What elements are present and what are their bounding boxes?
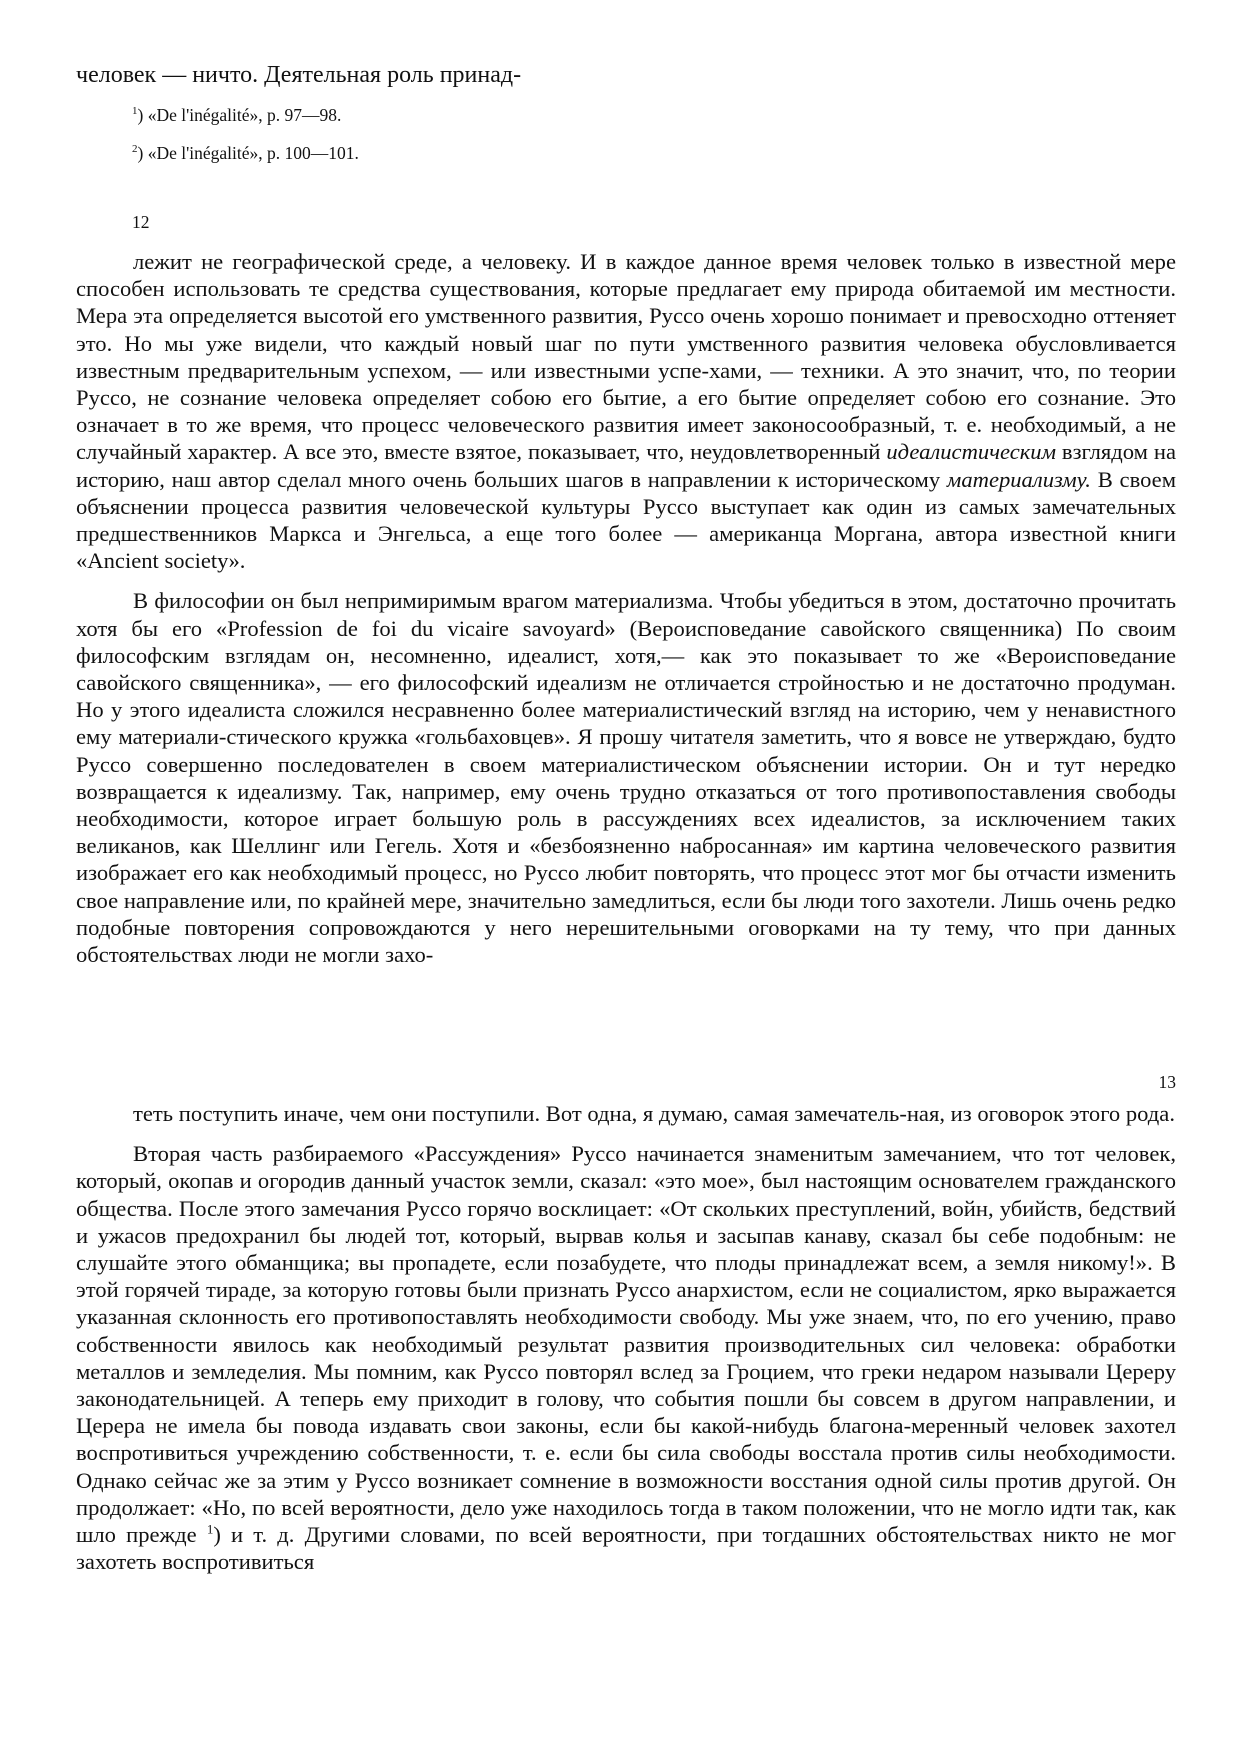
page-number-12: 12 <box>132 212 150 232</box>
footnote-2 <box>132 141 359 165</box>
footnote-marker: 2 <box>132 143 138 156</box>
paragraph: В философии он был непримиримым врагом материализма. Чтобы убедиться в этом, достаточно прочитать хотя бы его «Profession de foi du vicaire savoyard» (Вероисповедание савойского священника) По своим философским взглядам он, несомненно, идеалист, хотя,— как это показывает то же «Вероисповедание савойского священника», — его философский идеализм не отличается стройностью и не достаточно продуман. Но у этого идеалиста сложился несравненно более материалистический взгляд на историю, чем у ненавистного ему материали-стического кружка «гольбаховцев». Я прошу читателя заметить, что я вовсе не утверждаю, будто Руссо совершенно последователен в своем материалистическом объяснении истории. Он и тут нередко возвращается к идеализму. Так, например, ему очень трудно отказаться от того противопоставления свободы необходимости, которое играет большую роль в рассуждениях всех идеалистов, за исключением таких великанов, как Шеллинг или Гегель. Хотя и «безбоязненно набросанная» им картина человеческого развития изображает его как необходимый процесс, но Руссо любит повторять, что процесс этот мог бы отчасти изменить свое направление или, по крайней мере, значительно замедлиться, если бы люди того захотели. Лишь очень редко подобные повторения сопровождаются у него нерешительными оговорками на ту тему, что при данных обстоятельствах люди не могли захо- <box>76 588 1176 968</box>
paragraph <box>76 1140 1176 1575</box>
emphasis-text: материализму. <box>946 466 1091 492</box>
paragraph: теть поступить иначе, чем они поступили. Вот одна, я думаю, самая замечатель-ная, из оговорок этого рода. <box>133 1101 1175 1126</box>
footnote-marker: 1 <box>132 105 138 118</box>
page-number-13: 13 <box>1158 1072 1176 1092</box>
paragraph-text: ) и т. д. Другими словами, по всей вероятности, при тогдашних обстоятельствах никто не мог захотеть воспротивиться <box>76 1522 1176 1575</box>
paragraph-text: Вторая часть разбираемого «Рассуждения» Руссо начинается знаменитым замечанием, что тот человек, который, окопав и огородив данный участок земли, сказал: «это мое», был настоящим основателем гражданского общества. После этого замечания Руссо горячо восклицает: «От скольких преступлений, войн, убийств, бедствий и ужасов предохранил бы людей тот, который, вырвав колья и засыпав канаву, сказал бы себе подобным: не слушайте этого обманщика; вы пропадете, если позабудете, что плоды принадлежат всем, а земля никому!». В этой горячей тираде, за которую готовы были признать Руссо анархистом, если не социалистом, ярко выражается указанная склонность его противопоставлять необходимости свободу. Мы уже знаем, что, по его учению, право собственности явилось как необходимый результат развития производительных сил человека: обработки металлов и земледелия. Мы помним, как Руссо повторял вслед за Гроцием, что греки недаром называли Цереру законодательницей. А теперь ему приходит в голову, что события пошли бы совсем в другом направлении, и Церера не имела бы повода издавать свои законы, если бы какой-нибудь благона-меренный человек захотел воспротивиться учреждению собственности, т. е. если бы сила свободы восстала против силы необходимости. Однако сейчас же за этим у Руссо возникает сомнение в возможности восстания одной силы против другой. Он продолжает: «Но, по всей вероятности, дело уже находилось тогда в таком положении, что не могло идти так, как шло прежде <box>76 1141 1176 1548</box>
paragraph-text: лежит не географической среде, а человеку. И в каждое данное время человек только в известной мере способен использовать те средства существования, которые предлагает ему природа обитаемой им местности. Мера эта определяется высотой его умственного развития, Руссо очень хорошо понимает и превосходно оттеняет это. Но мы уже видели, что каждый новый шаг по пути умственного развития человека обусловливается известным предварительным успехом, — или известными успе-хами, — техники. А это значит, что, по теории Руссо, не сознание человека определяет собою его бытие, а его бытие определяет собою его сознание. Это означает в то же время, что процесс человеческого развития имеет законосообразный, т. е. необходимый, а не случайный характер. А все это, вместе взятое, показывает, что, неудовлетворенный <box>76 249 1176 465</box>
footnote-reference[interactable]: 1 <box>206 1521 214 1537</box>
footnote-1 <box>132 103 341 127</box>
emphasis-text: идеалистическим <box>886 439 1057 465</box>
page-12-body <box>76 248 1176 968</box>
footnote-text: ) «De l'inégalité», p. 100—101. <box>137 143 359 163</box>
paragraph-text: взглядом на историю, наш автор сделал много очень больших шагов в направлении к историческому <box>76 439 1176 492</box>
page-13-body <box>76 1100 1176 1575</box>
paragraph <box>76 248 1176 574</box>
continued-line: человек — ничто. Деятельная роль принад- <box>76 62 522 88</box>
paragraph-text: В своем объяснении процесса развития человеческой культуры Руссо выступает как один из самых замечательных предшественников Маркса и Энгельса, а еще того более — американца Моргана, автора известной книги «Ancient society». <box>76 466 1176 574</box>
footnote-text: ) «De l'inégalité», p. 97—98. <box>137 105 342 125</box>
